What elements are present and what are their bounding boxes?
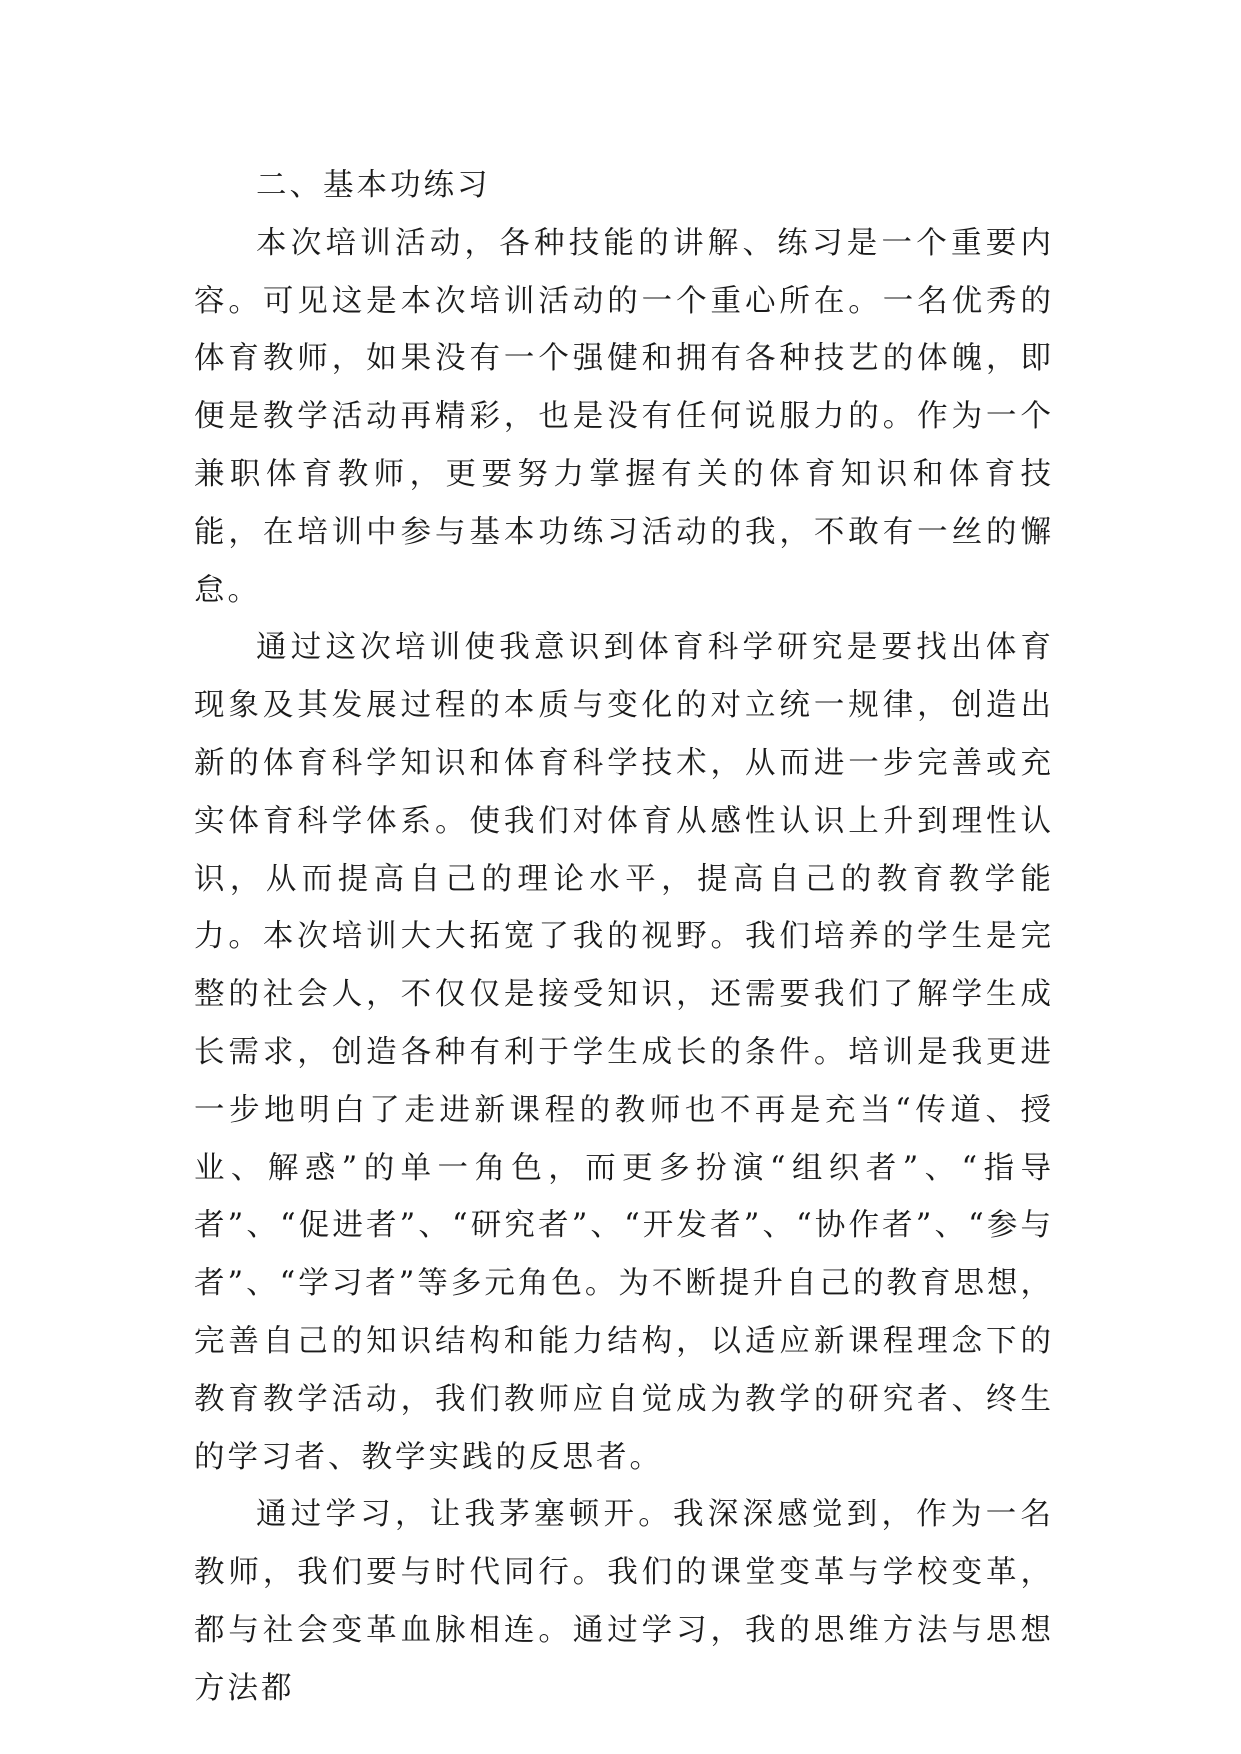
section-heading: 二、基本功练习: [256, 168, 491, 203]
paragraph: 通过这次培训使我意识到体育科学研究是要找出体育现象及其发展过程的本质与变化的对立统一规律，创造出新的体育科学知识和体育科学技术，从而进一步完善或充实体育科学体系。使我们对体育从感性认识上升到理性认识，从而提高自己的理论水平，提高自己的教育教学能力。本次培训大大拓宽了我的视野。我们培养的学生是完整的社会人，不仅仅是接受知识，还需要我们了解学生成长需求，创造各种有利于学生成长的条件。培训是我更进一步地明白了走进新课程的教师也不再是充当“传道、授业、解惑”的单一角色，而更多扮演“组织者”、“指导者”、“促进者”、“研究者”、“开发者”、“协作者”、“参与者”、“学习者”等多元角色。为不断提升自己的教育思想，完善自己的知识结构和能力结构，以适应新课程理念下的教育教学活动，我们教师应自觉成为教学的研究者、终生的学习者、教学实践的反思者。: [194, 630, 1054, 1475]
document-body: [194, 157, 1054, 1718]
paragraph: 本次培训活动，各种技能的讲解、练习是一个重要内容。可见这是本次培训活动的一个重心所在。一名优秀的体育教师，如果没有一个强健和拥有各种技艺的体魄，即便是教学活动再精彩，也是没有任何说服力的。作为一个兼职体育教师，更要努力掌握有关的体育知识和体育技能，在培训中参与基本功练习活动的我，不敢有一丝的懈怠。: [194, 225, 1054, 608]
paragraph: 通过学习，让我茅塞顿开。我深深感觉到，作为一名教师，我们要与时代同行。我们的课堂变革与学校变革，都与社会变革血脉相连。通过学习，我的思维方法与思想方法都: [194, 1497, 1054, 1706]
